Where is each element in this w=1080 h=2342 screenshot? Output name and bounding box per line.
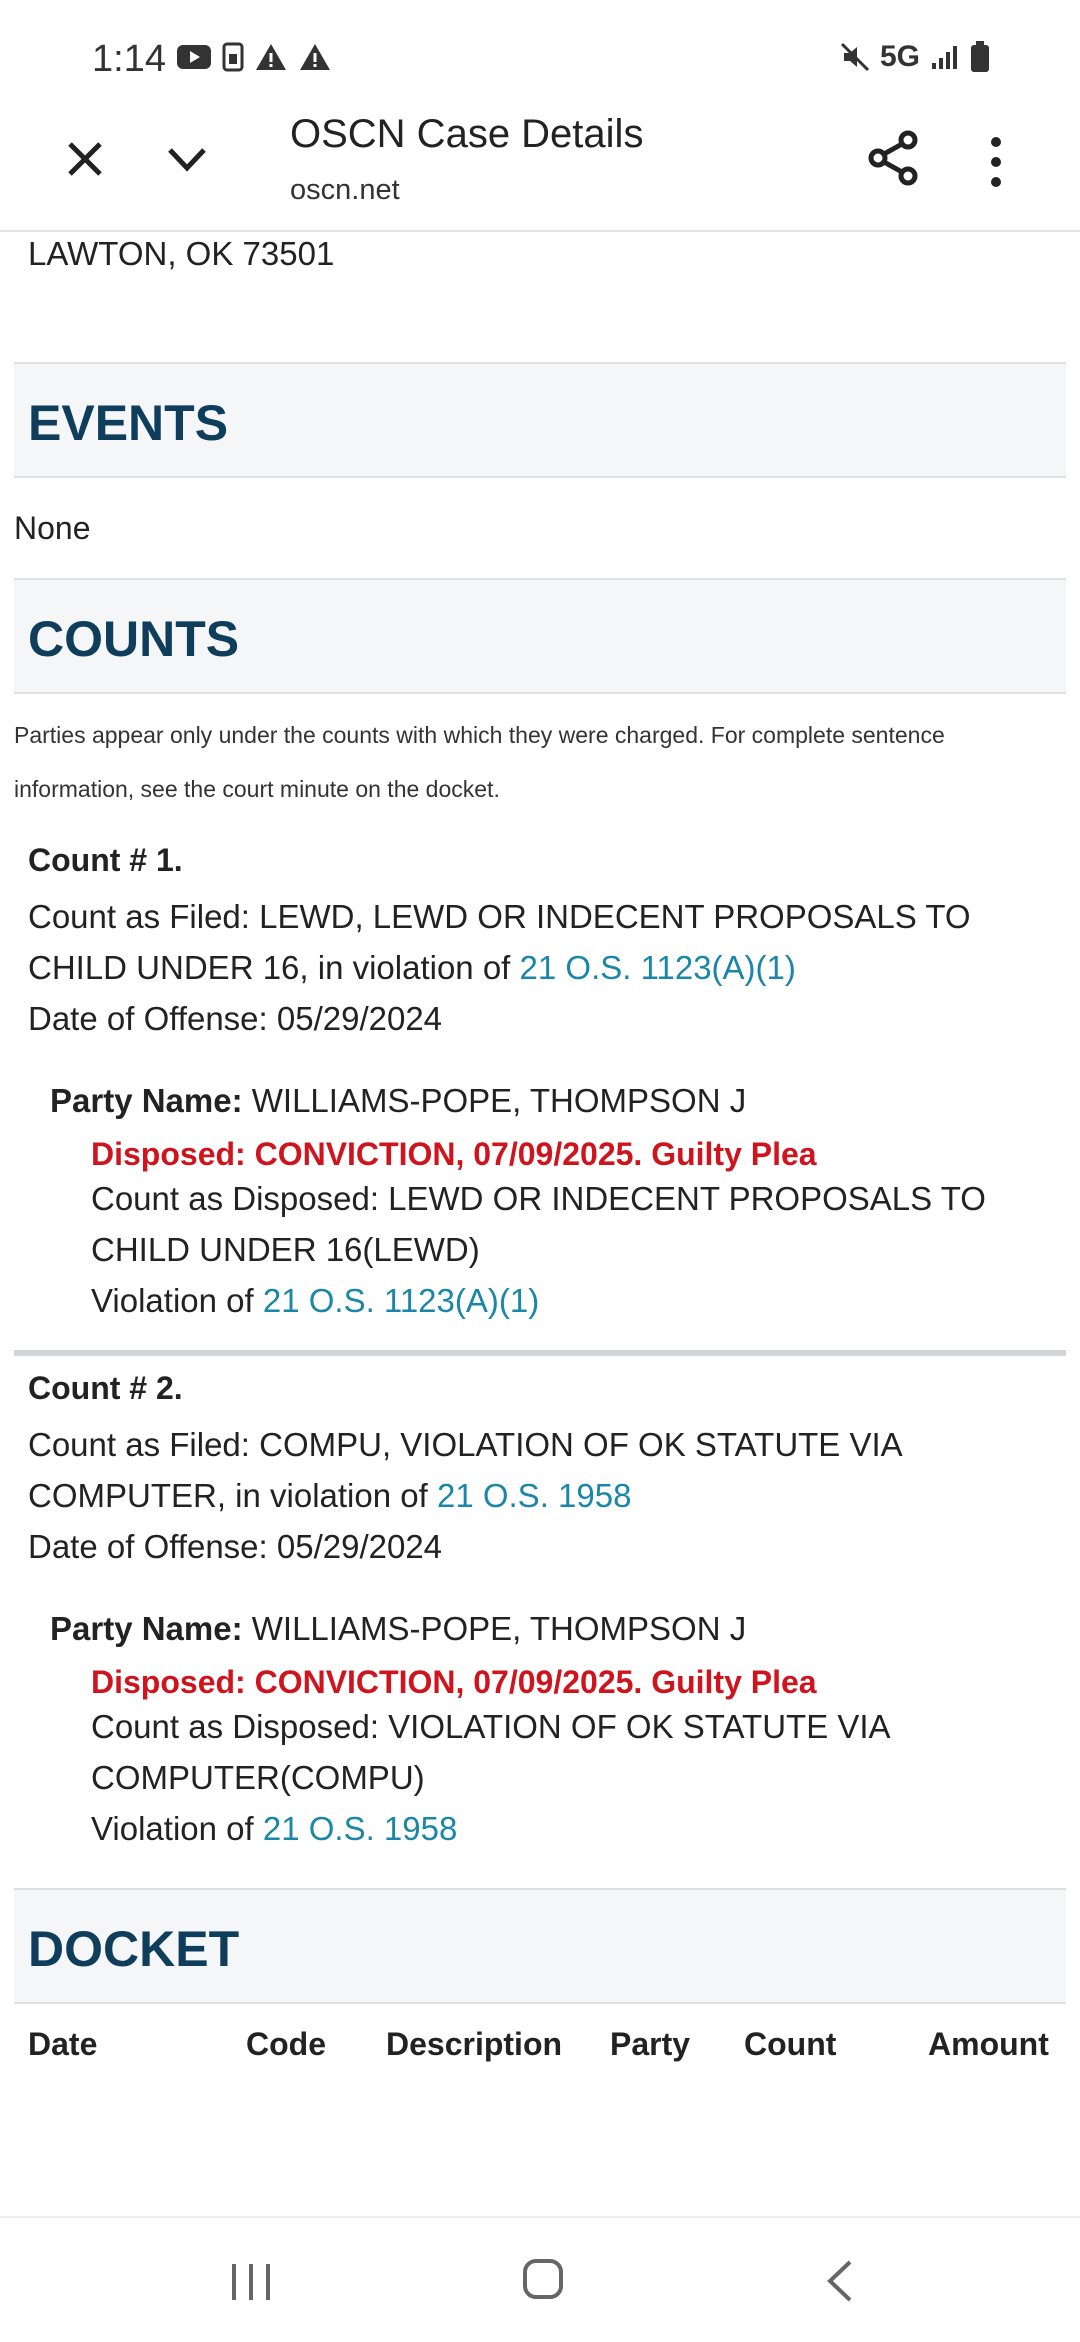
count-filed: Count as Filed: COMPU, VIOLATION OF OK STATUTE VIA COMPUTER, in violation of 21 O.S. 1958 <box>28 1426 901 1514</box>
party-name: Party Name: WILLIAMS-POPE, THOMPSON J <box>50 1082 747 1119</box>
statute-link[interactable]: 21 O.S. 1123(A)(1) <box>519 949 796 986</box>
violation: Violation of 21 O.S. 1958 <box>91 1810 458 1847</box>
disposition: Disposed: CONVICTION, 07/09/2025. Guilty Plea <box>91 1664 817 1700</box>
events-body: None <box>14 510 91 546</box>
events-section-header <box>14 362 1066 478</box>
share-icon[interactable] <box>864 128 924 188</box>
count-filed: Count as Filed: LEWD, LEWD OR INDECENT PROPOSALS TO CHILD UNDER 16, in violation of 21 O.S. 1123(A)(1) <box>28 898 971 986</box>
counts-section-header <box>14 578 1066 694</box>
column-count: Count <box>744 2025 837 2062</box>
column-date: Date <box>28 2025 98 2062</box>
more-vert-icon[interactable] <box>976 132 1016 192</box>
offense-date: Date of Offense: 05/29/2024 <box>28 1000 443 1037</box>
count-disposed: Count as Disposed: VIOLATION OF OK STATUTE VIA COMPUTER(COMPU) <box>91 1708 889 1796</box>
youtube-icon <box>176 43 212 71</box>
docket-heading: DOCKET <box>28 1921 240 1977</box>
counts-heading: COUNTS <box>28 611 240 667</box>
network-type: 5G <box>879 40 920 73</box>
notification-icons <box>176 42 332 72</box>
mute-icon <box>840 42 870 72</box>
party-name: Party Name: WILLIAMS-POPE, THOMPSON J <box>50 1610 747 1647</box>
page-content <box>14 232 1066 2216</box>
recent-apps-icon[interactable] <box>226 2260 276 2304</box>
violation: Violation of 21 O.S. 1123(A)(1) <box>91 1282 540 1319</box>
close-icon[interactable] <box>60 134 110 184</box>
offense-date: Date of Offense: 05/29/2024 <box>28 1528 443 1565</box>
statute-link[interactable]: 21 O.S. 1123(A)(1) <box>262 1282 540 1319</box>
events-heading: EVENTS <box>28 395 229 451</box>
column-party: Party <box>610 2025 691 2062</box>
docket-section-header <box>14 1888 1066 2004</box>
back-icon[interactable] <box>824 2258 854 2304</box>
statute-link[interactable]: 21 O.S. 1958 <box>436 1477 632 1514</box>
status-time: 1:14 <box>92 38 166 80</box>
count-item <box>14 842 1066 1356</box>
count-item <box>14 1370 1066 1854</box>
page-url[interactable]: oscn.net <box>290 174 400 206</box>
status-bar <box>0 0 1080 120</box>
home-icon[interactable] <box>522 2258 564 2300</box>
count-title: Count # 2. <box>28 1370 183 1406</box>
warning-icon <box>254 42 288 72</box>
docket-table-header <box>14 2004 1066 2084</box>
party-address: LAWTON, OK 73501 <box>28 235 335 272</box>
system-icons <box>840 40 990 74</box>
divider <box>14 1350 1066 1356</box>
disposition: Disposed: CONVICTION, 07/09/2025. Guilty Plea <box>91 1136 817 1172</box>
statute-link[interactable]: 21 O.S. 1958 <box>262 1810 458 1847</box>
column-code: Code <box>246 2025 326 2062</box>
count-title: Count # 1. <box>28 842 183 878</box>
count-disposed: Count as Disposed: LEWD OR INDECENT PROPOSALS TO CHILD UNDER 16(LEWD) <box>91 1180 986 1268</box>
page-title: OSCN Case Details <box>290 112 644 156</box>
column-description: Description <box>386 2025 563 2062</box>
column-amount: Amount <box>928 2025 1049 2062</box>
signal-icon <box>930 43 960 71</box>
system-nav-bar <box>0 2216 1080 2342</box>
sim-icon <box>222 42 244 72</box>
warning-icon <box>298 42 332 72</box>
battery-icon <box>970 41 990 73</box>
browser-toolbar <box>0 112 1080 232</box>
counts-note: Parties appear only under the counts with which they were charged. For complete sentence information, see the court minute on the docket. <box>14 722 945 802</box>
chevron-down-icon[interactable] <box>162 134 212 184</box>
